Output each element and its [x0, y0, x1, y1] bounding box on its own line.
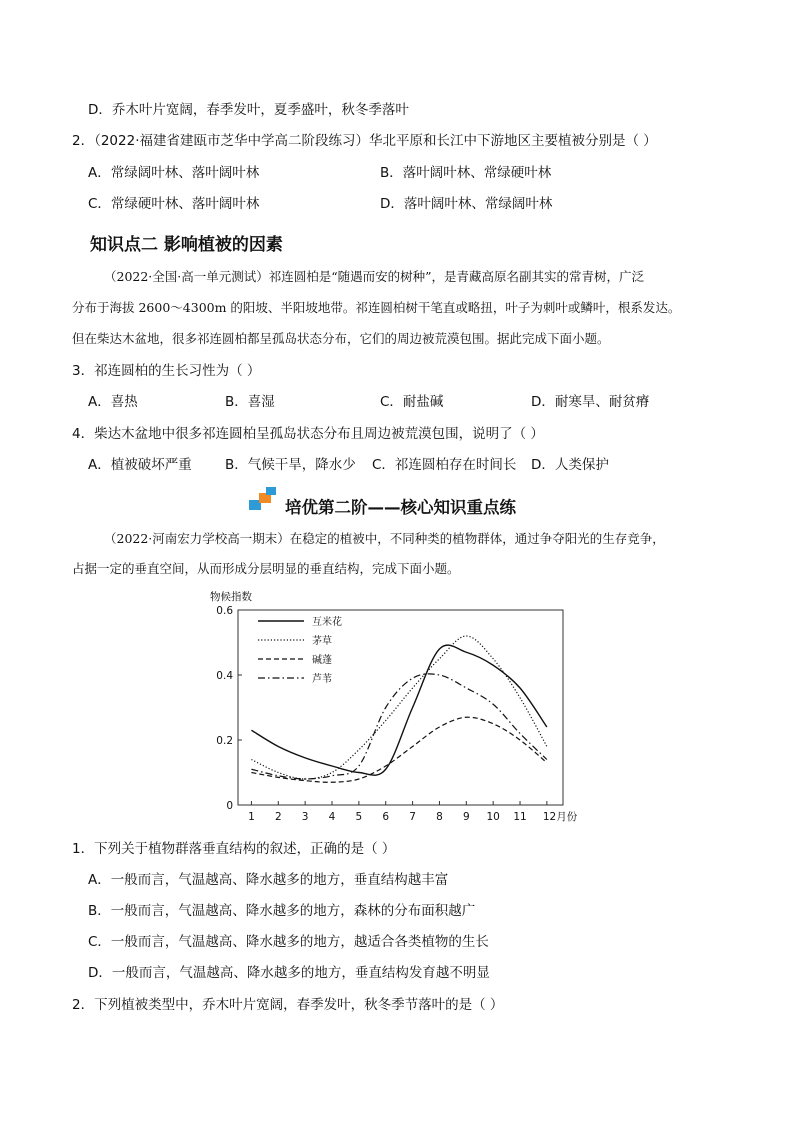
- question-stem: 2．（2022·福建省建瓯市芝华中学高二阶段练习）华北平原和长江中下游地区主要植被分别是（ ）: [72, 133, 657, 149]
- x-tick-label: 11: [513, 811, 527, 823]
- x-tick-label: 2: [274, 811, 282, 823]
- option-d: D．耐寒旱、耐贫瘠: [531, 394, 650, 410]
- legend-label: 碱蓬: [312, 655, 332, 666]
- option-a: A．常绿阔叶林、落叶阔叶林: [88, 165, 260, 181]
- option-a: A．喜热: [88, 394, 138, 410]
- option-a: A．植被破坏严重: [88, 457, 192, 473]
- x-tick-label: 12月份: [542, 811, 578, 823]
- y-tick-label: 0: [226, 800, 233, 812]
- option-d: D．乔木叶片宽阔，春季发叶，夏季盛叶，秋冬季落叶: [88, 102, 409, 118]
- passage-line: 分布于海拔 2600～4300m 的阳坡、半阳坡地带。祁连圆柏树干笔直或略扭，叶子为刺叶或鳞叶，根系发达。: [72, 300, 681, 315]
- y-axis-label: 物候指数: [210, 591, 252, 603]
- legend-label: 茅草: [312, 636, 332, 647]
- x-tick-label: 8: [436, 811, 443, 823]
- x-tick-label: 6: [382, 811, 390, 823]
- y-tick-label: 0.2: [216, 735, 233, 747]
- phenology-chart: [210, 588, 590, 828]
- passage-line: （2022·河南宏力学校高一期末）在稳定的植被中，不同种类的植物群体，通过争夺阳光的生存竞争，: [104, 531, 665, 546]
- option-a: A．一般而言，气温越高、降水越多的地方，垂直结构越丰富: [88, 872, 449, 888]
- option-c: C．耐盐碱: [380, 394, 444, 410]
- series-line: [251, 636, 546, 779]
- option-b: B．气候干旱，降水少: [225, 457, 356, 473]
- option-c: C．常绿硬叶林、落叶阔叶林: [88, 196, 260, 212]
- question-stem: 1．下列关于植物群落垂直结构的叙述，正确的是（ ）: [72, 841, 396, 857]
- question-stem: 3．祁连圆柏的生长习性为（ ）: [72, 363, 261, 379]
- series-line: [251, 717, 546, 782]
- option-b: B．落叶阔叶林、常绿硬叶林: [380, 165, 552, 181]
- y-tick-label: 0.4: [216, 670, 233, 682]
- x-tick-label: 5: [355, 811, 363, 823]
- legend-label: 芦苇: [312, 674, 332, 685]
- series-line: [251, 674, 546, 779]
- option-b: B．一般而言，气温越高、降水越多的地方，森林的分布面积越广: [88, 903, 476, 919]
- x-tick-label: 4: [328, 811, 336, 823]
- section-title: 知识点二 影响植被的因素: [90, 235, 283, 255]
- x-tick-label: 7: [409, 811, 416, 823]
- question-stem: 2．下列植被类型中，乔木叶片宽阔，春季发叶，秋冬季节落叶的是（ ）: [72, 997, 504, 1013]
- legend-label: 互米花: [312, 617, 342, 628]
- x-tick-label: 10: [486, 811, 500, 823]
- x-tick-label: 1: [248, 811, 255, 823]
- option-c: C．一般而言，气温越高、降水越多的地方，越适合各类植物的生长: [88, 934, 489, 950]
- question-stem: 4．柴达木盆地中很多祁连圆柏呈孤岛状态分布且周边被荒漠包围，说明了（ ）: [72, 426, 544, 442]
- series-line: [251, 645, 546, 775]
- option-d: D．人类保护: [531, 457, 609, 473]
- option-d: D．落叶阔叶林、常绿阔叶林: [380, 196, 553, 212]
- option-c: C．祁连圆柏存在时间长: [372, 457, 517, 473]
- banner-logo-icon: [249, 487, 279, 513]
- passage-line: 但在柴达木盆地，很多祁连圆柏都呈孤岛状态分布，它们的周边被荒漠包围。据此完成下面小题。: [72, 331, 610, 346]
- y-tick-label: 0.6: [216, 605, 233, 617]
- x-tick-label: 3: [301, 811, 309, 823]
- banner-title: 培优第二阶——核心知识重点练: [285, 498, 516, 517]
- x-tick-label: 9: [462, 811, 470, 823]
- passage-line: 占据一定的垂直空间，从而形成分层明显的垂直结构，完成下面小题。: [72, 561, 460, 576]
- passage-line: （2022·全国·高一单元测试）祁连圆柏是“随遇而安的树种”，是青藏高原名副其实的常青树，广泛: [104, 269, 645, 284]
- option-d: D．一般而言，气温越高、降水越多的地方，垂直结构发育越不明显: [88, 965, 490, 981]
- option-b: B．喜湿: [225, 394, 275, 410]
